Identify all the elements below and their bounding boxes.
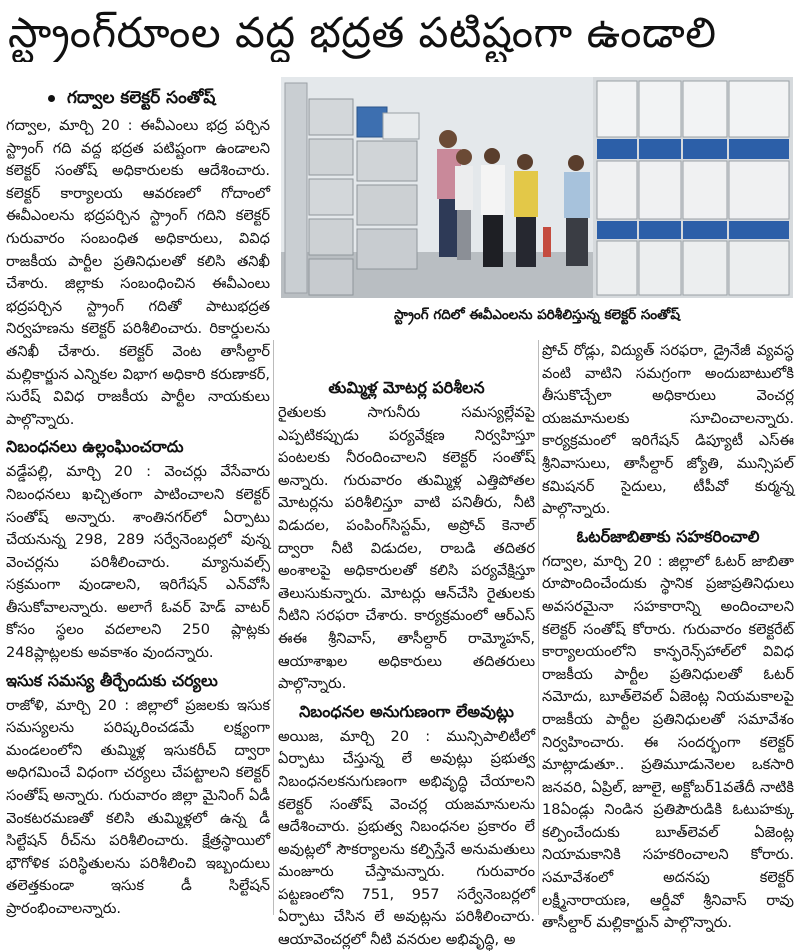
subheading: నిబంధనల అనుగుణంగా లేఅవుట్లు	[299, 701, 514, 721]
article-paragraph: రైతులకు సాగునీరు సమస్యల్లేవపై ఎప్పటికప్పుడు పర్యవేక్షణ నిర్వహిస్తూ పంటలకు నీరందించాలని కలెక్టర్ సంతోష్ అన్నారు. గురువారం తుమ్మిళ్ల ఎత్తిపోతల మోటర్లను పరిశీలిస్తూ వాటి పనితీరు, నీటి విడుదల, పంపింగ్‌సిస్టమ్, అప్రోచ్ కెనాల్ ద్వారా నీటి విడుదల, రాబడి తదితర అంశాలపై అధికారులతో కలిసి పర్యవేక్షిస్తూ తెలుసుకున్నారు. మోటర్లు ఆన్‌చేసి రైతులకు నీటిని సరఫరా చేశారు. కార్యక్రమంలో ఆర్‌ఎస్ ఈఈ శ్రీనివాస్, తాసీల్దార్ రామ్మోహన్, ఆయాశాఖల అధికారులు తదితరులు పాల్గొన్నారు.	[278, 404, 535, 693]
column-1	[6, 115, 270, 921]
column-divider-1	[273, 340, 274, 915]
subheading: ఇసుక సమస్య తీర్చేందుకు చర్యలు	[6, 670, 218, 690]
byline	[48, 88, 215, 112]
byline-text: గద్వాల కలెక్టర్ సంతోష్	[67, 88, 216, 108]
column-divider-2	[538, 340, 539, 915]
subheading: నిబంధనలు ఉల్లంఘించరాదు	[6, 437, 184, 457]
subheading: తుమ్మిళ్ల మోటర్ల పరిశీలన	[328, 378, 485, 397]
bullet-icon	[48, 95, 55, 102]
photo-illustration	[281, 77, 793, 298]
steel-box-stack	[285, 83, 419, 295]
article-paragraph: అయిజ, మార్చి 20 : మున్సిపాలిటీలో ఏర్పాటు చేస్తున్న లే అవుట్లు ప్రభుత్వ నిబంధనలకనుగుణంగా అభివృద్ధి చేయాలని కలెక్టర్ సంతోష్ వెంచర్ల యజమానులను ఆదేశించారు. ప్రభుత్వ నిబంధనల ప్రకారం లే అవుట్లలో సౌకర్యాలను కల్పిస్తేనే అనుమతులు మంజూరు చేస్తామన్నారు. గురువారం పట్టణంలోని 751, 957 సర్వేనెంబర్లలో ఏర్పాటు చేసిన లే అవుట్లను పరిశీలించారు. ఆయావెంచర్లలో నీటి వనరుల అభివృద్ధి, అ	[278, 727, 535, 949]
news-photo	[281, 77, 793, 298]
article-paragraph: గద్వాల, మార్చి 20 : జిల్లాలో ఓటర్ జాబితా రూపొందించేందుకు స్థానిక ప్రజాప్రతినిధులు అవసరమైనా సహకారాన్ని అందించాలని కలెక్టర్ సంతోష్ కోరారు. గురువారం కలెక్టరేట్ కార్యాలయంలోని కాన్ఫరెన్స్‌హాల్‌లో వివిధ రాజకీయ పార్టీల ప్రతినిధులతో ఓటర్ నమోదు, బూత్‌లెవల్ ఏజెంట్ల నియమకాలపై రాజకీయ పార్టీల ప్రతినిధులతో సమావేశం నిర్వహించారు. ఈ సందర్భంగా కలెక్టర్ మాట్లాడుతూ.. ప్రతిమూడునెలల ఒకసారి జనవరి, ఏప్రిల్, జూలై, అక్టోబర్1వతేదీ నాటికి 18ఏండ్లు నిండిన ప్రతిపౌరుడికి ఓటుహక్కు కల్పించేందుకు బూత్‌లెవల్ ఏజెంట్ల నియామకానికి సహకరించాలని కోరారు. సమావేశంలో అదనపు కలెక్టర్ లక్ష్మీనారాయణ, ఆర్డీవో శ్రీనివాస్ రావు తాసీల్దార్ మల్లికార్జున్ పాల్గొన్నారు.	[542, 552, 794, 932]
article-paragraph: వడ్డేపల్లి, మార్చి 20 : వెంచర్లు వేసేవారు నిబంధనలు ఖచ్చితంగా పాటించాలని కలెక్టర్ సంతోష్ అన్నారు. శాంతినగర్‌లో ఏర్పాటు చేయనున్న 298, 289 సర్వేనెంబర్లలో వున్న వెంచర్లను పరిశీలించారు. మ్యానువల్స్ సక్రమంగా వుండాలని, ఇరిగేషన్ ఎన్‌వోసీ తీసుకోవాలన్నారు. అలాగే ఓవర్ హెడ్ వాటర్ కోసం స్థలం వదలాలని 250 ప్లాట్లకు 248ప్లాట్లలకు అవకాశం వుందన్నారు.	[6, 463, 270, 662]
column-3	[542, 340, 794, 935]
article-paragraph: గద్వాల, మార్చి 20 : ఈవీఎంలు భద్ర పర్చిన స్ట్రాంగ్ గది వద్ద భద్రత పటిష్టంగా ఉండాలని కలెక్టర్ సంతోష్ అధికారులకు ఆదేశించారు. కలెక్టర్ కార్యాలయ ఆవరణలో గోదాంలో ఈవీఎంలను భద్రపర్చిన స్ట్రాంగ్ గదిని కలెక్టర్ గురువారం సంబంధిత అధికారులు, వివిధ రాజకీయ పార్టీల ప్రతినిధులతో కలిసి తనిఖీ చేశారు. జిల్లాకు సంబంధించిన ఈవీఎంలు భద్రపర్చిన స్ట్రాంగ్ గదితో పాటుభద్రత నిర్వహణను కలెక్టర్ పరిశీలించారు. రికార్డులను తనిఖీ చేశారు. కలెక్టర్ వెంట తాసీల్దార్ మల్లికార్జున ఎన్నికల విభాగ అధికారి కరుణాకర్, సురేష్ వివిధ రాజకీయ పార్టీల నాయకులు పాల్గొన్నారు.	[6, 117, 270, 428]
subheading: ఓటర్‌జాబితాకు సహకరించాలి	[576, 526, 760, 546]
article-paragraph: రాజోళి, మార్చి 20 : జిల్లాలో ప్రజలకు ఇసుక సమస్యలను పరిష్కరించడమే లక్ష్యంగా మండలంలోని తుమ్మిళ్ల ఇసుకరీచ్ ద్వారా అధిగమించే విధంగా చర్యలు చేపట్టాలని కలెక్టర్ సంతోష్ అన్నారు. గురువారం జిల్లా మైనింగ్ ఏడీ వెంకటరమణతో కలిసి తుమ్మిళ్లలో ఉన్న డీ సిల్టేషన్ రీచ్‌ను పరిశీలించారు. క్షేత్రస్థాయిలో భౌగోళిక పరిస్థితులను పరిశీలించి ఇబ్బందులు తలెత్తకుండా ఇసుక డీ సిల్టేషన్ ప్రారంభించాలన్నారు.	[6, 696, 270, 917]
evm-box-stack	[593, 77, 793, 298]
column-2	[278, 372, 535, 952]
photo-caption: స్ట్రాంగ్ గదిలో ఈవీఎంలను పరిశీలిస్తున్న కలెక్టర్ సంతోష్	[394, 307, 680, 323]
headline: స్ట్రాంగ్‌రూంల వద్ద భద్రత పటిష్టంగా ఉండాలి	[8, 8, 717, 57]
article-paragraph: ప్రోచ్ రోడ్లు, విద్యుత్ సరఫరా, డ్రైనేజీ వ్యవస్థ వంటి వాటిని సమగ్రంగా అందుబాటులోకి తీసుకొచ్చేలా అధికారులు వెంచర్ల యజమానులకు సూచించాలన్నారు. కార్యక్రమంలో ఇరిగేషన్ డిప్యూటీ ఎస్ఈ శ్రీనివాసులు, తాసీల్దార్ జ్యోతి, మున్సిపల్ కమిషనర్ సైదులు, టీపీవో కుర్మన్న పాల్గొన్నారు.	[542, 342, 794, 518]
